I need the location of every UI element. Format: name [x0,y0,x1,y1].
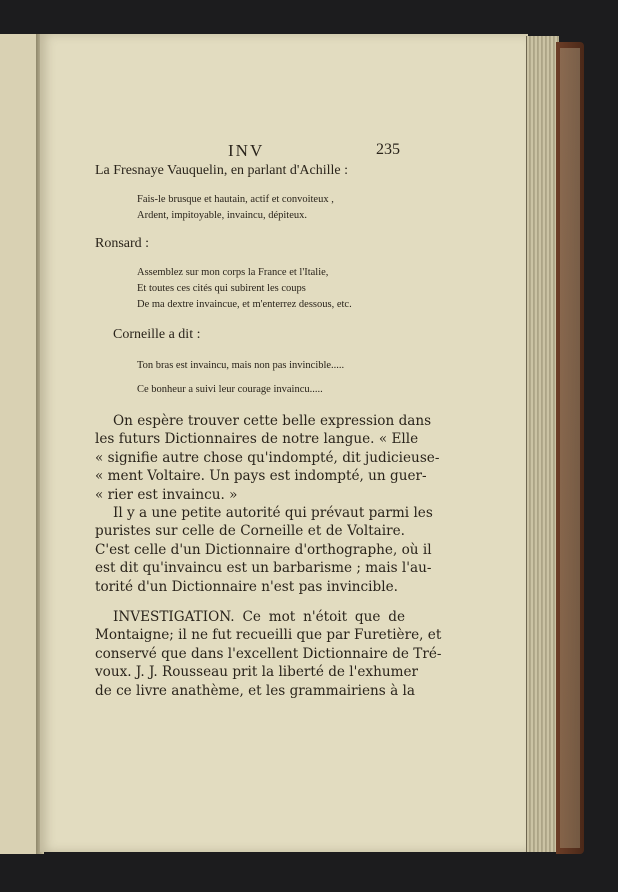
text-line: « ment Voltaire. Un pays est indompté, un guer- [95,468,427,485]
text-line: INVESTIGATION. Ce mot n'étoit que de [113,609,405,626]
text-line: C'est celle d'un Dictionnaire d'orthographe, où il [95,541,432,558]
text-line: voux. J. J. Rousseau prit la liberté de l'exhumer [95,664,419,681]
running-head [95,141,405,163]
intro-line: La Fresnaye Vauquelin, en parlant d'Achille : [95,163,349,178]
speaker-ronsard: Ronsard : [95,236,150,251]
paragraph-dictionnaires [95,412,440,504]
guide-word: INV [228,141,265,160]
verse-line: Et toutes ces cités qui subirent les coups [137,283,306,294]
text-line: Montaigne; il ne fut recueilli que par Furetière, et [95,627,442,644]
entry-investigation [95,608,442,700]
page-edges [526,36,559,852]
verse-line: Ardent, impitoyable, invaincu, dépiteux. [137,210,307,221]
text-line: de ce livre anathème, et les grammairiens à la [95,682,415,699]
text-line: est dit qu'invaincu est un barbarisme ; mais l'au- [95,560,432,577]
verse-block-vauquelin [95,192,405,224]
page-number: 235 [376,141,400,158]
text-line: On espère trouver cette belle expression dans [113,413,432,429]
speaker-corneille: Corneille a dit : [113,327,201,342]
text-line: torité d'un Dictionnaire n'est pas invincible. [95,578,398,595]
text-line: puristes sur celle de Corneille et de Voltaire. [95,523,405,540]
text-line: les futurs Dictionnaires de notre langue. « Elle [95,431,419,448]
verse-line: Assemblez sur mon corps la France et l'Italie, [137,267,329,278]
verse-line: Ce bonheur a suivi leur courage invaincu..... [137,384,323,395]
text-line: « rier est invaincu. » [95,486,238,503]
paragraph-autorite [95,504,433,596]
verse-block-ronsard [95,265,405,313]
cover-band [560,48,580,848]
verse-line: Ton bras est invaincu, mais non pas invincible..... [137,360,345,371]
left-page-edge [0,34,37,854]
text-line: « signifie autre chose qu'indompté, dit judicieuse- [95,449,440,466]
text-line: conservé que dans l'excellent Dictionnaire de Tré- [95,645,442,662]
page-text [95,141,442,700]
verse-line: De ma dextre invaincue, et m'enterrez dessous, etc. [137,299,352,310]
verse-line: Fais-le brusque et hautain, actif et convoiteux , [137,194,334,205]
text-line: Il y a une petite autorité qui prévaut parmi les [113,505,433,522]
